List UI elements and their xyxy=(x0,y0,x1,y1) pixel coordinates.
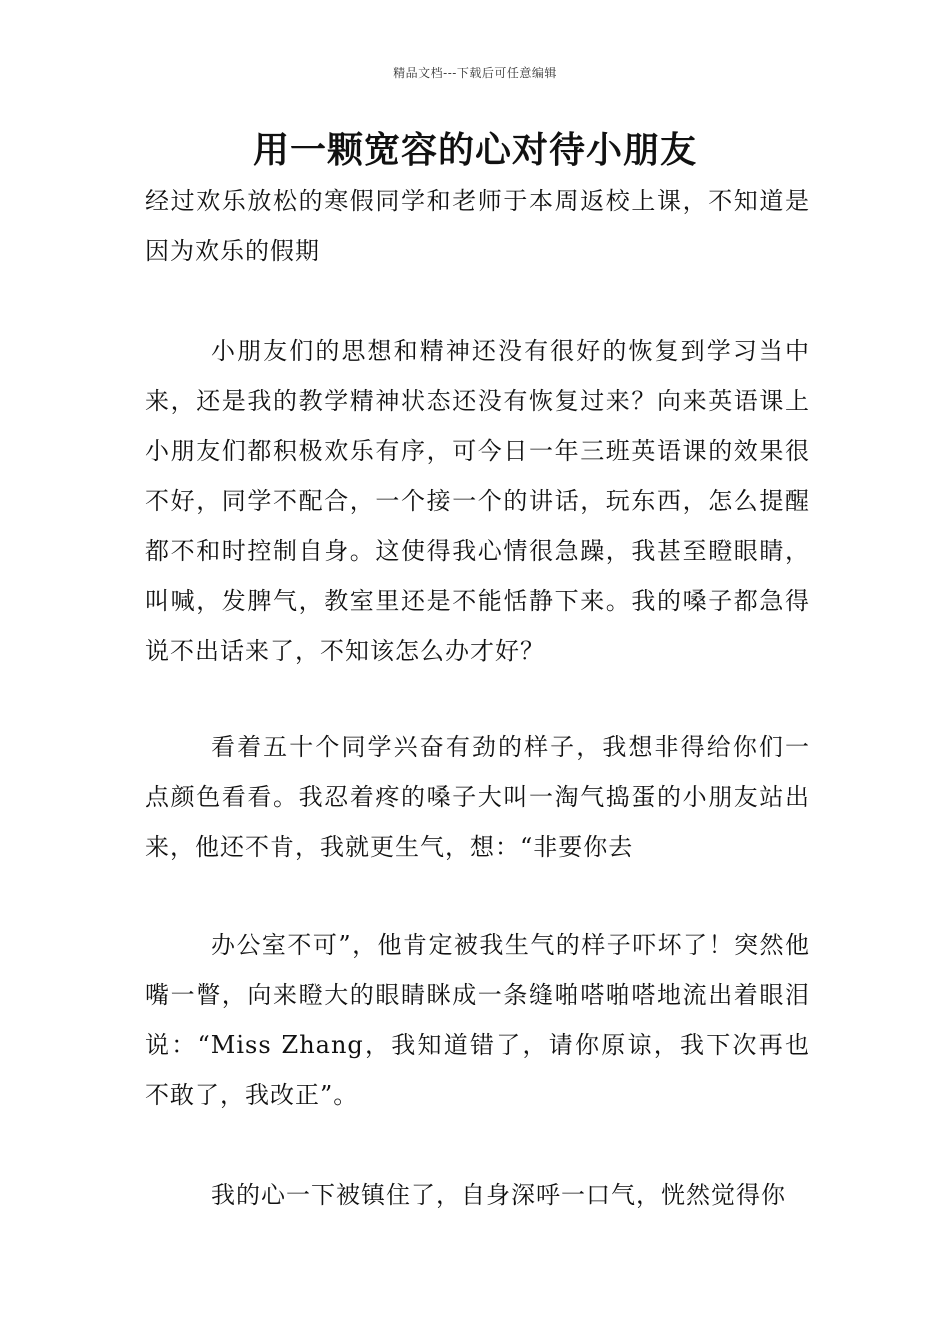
document-title: 用一颗宽容的心对待小朋友 xyxy=(252,129,697,171)
paragraph-5: 我的心一下被镇住了，自身深呼一口气，恍然觉得你 xyxy=(211,1181,786,1209)
paragraph-1: 经过欢乐放松的寒假同学和老师于本周返校上课，不知道是因为欢乐的假期 xyxy=(145,187,810,265)
paragraph-3: 看着五十个同学兴奋有劲的样子，我想非得给你们一点颜色看看。我忍着疼的嗓子大叫一淘气捣蛋的小朋友站出来，他还不肯，我就更生气，想：“非要你去 xyxy=(145,733,810,861)
paragraph-4: 办公室不可”，他肯定被我生气的样子吓坏了！突然他嘴一瞥，向来瞪大的眼睛眯成一条缝啪嗒啪嗒地流出着眼泪说：“Miss Zhang，我知道错了，请你原谅，我下次再也不敢了，我改正”。 xyxy=(145,931,810,1109)
paragraph-2: 小朋友们的思想和精神还没有很好的恢复到学习当中来，还是我的教学精神状态还没有恢复过来？向来英语课上小朋友们都积极欢乐有序，可今日一年三班英语课的效果很不好，同学不配合，一个接一个的讲话，玩东西，怎么提醒都不和时控制自身。这使得我心情很急躁，我甚至瞪眼睛，叫喊，发脾气，教室里还是不能恬静下来。我的嗓子都急得说不出话来了，不知该怎么办才好？ xyxy=(145,337,810,665)
header-note: 精品文档---下载后可任意编辑 xyxy=(393,66,557,80)
